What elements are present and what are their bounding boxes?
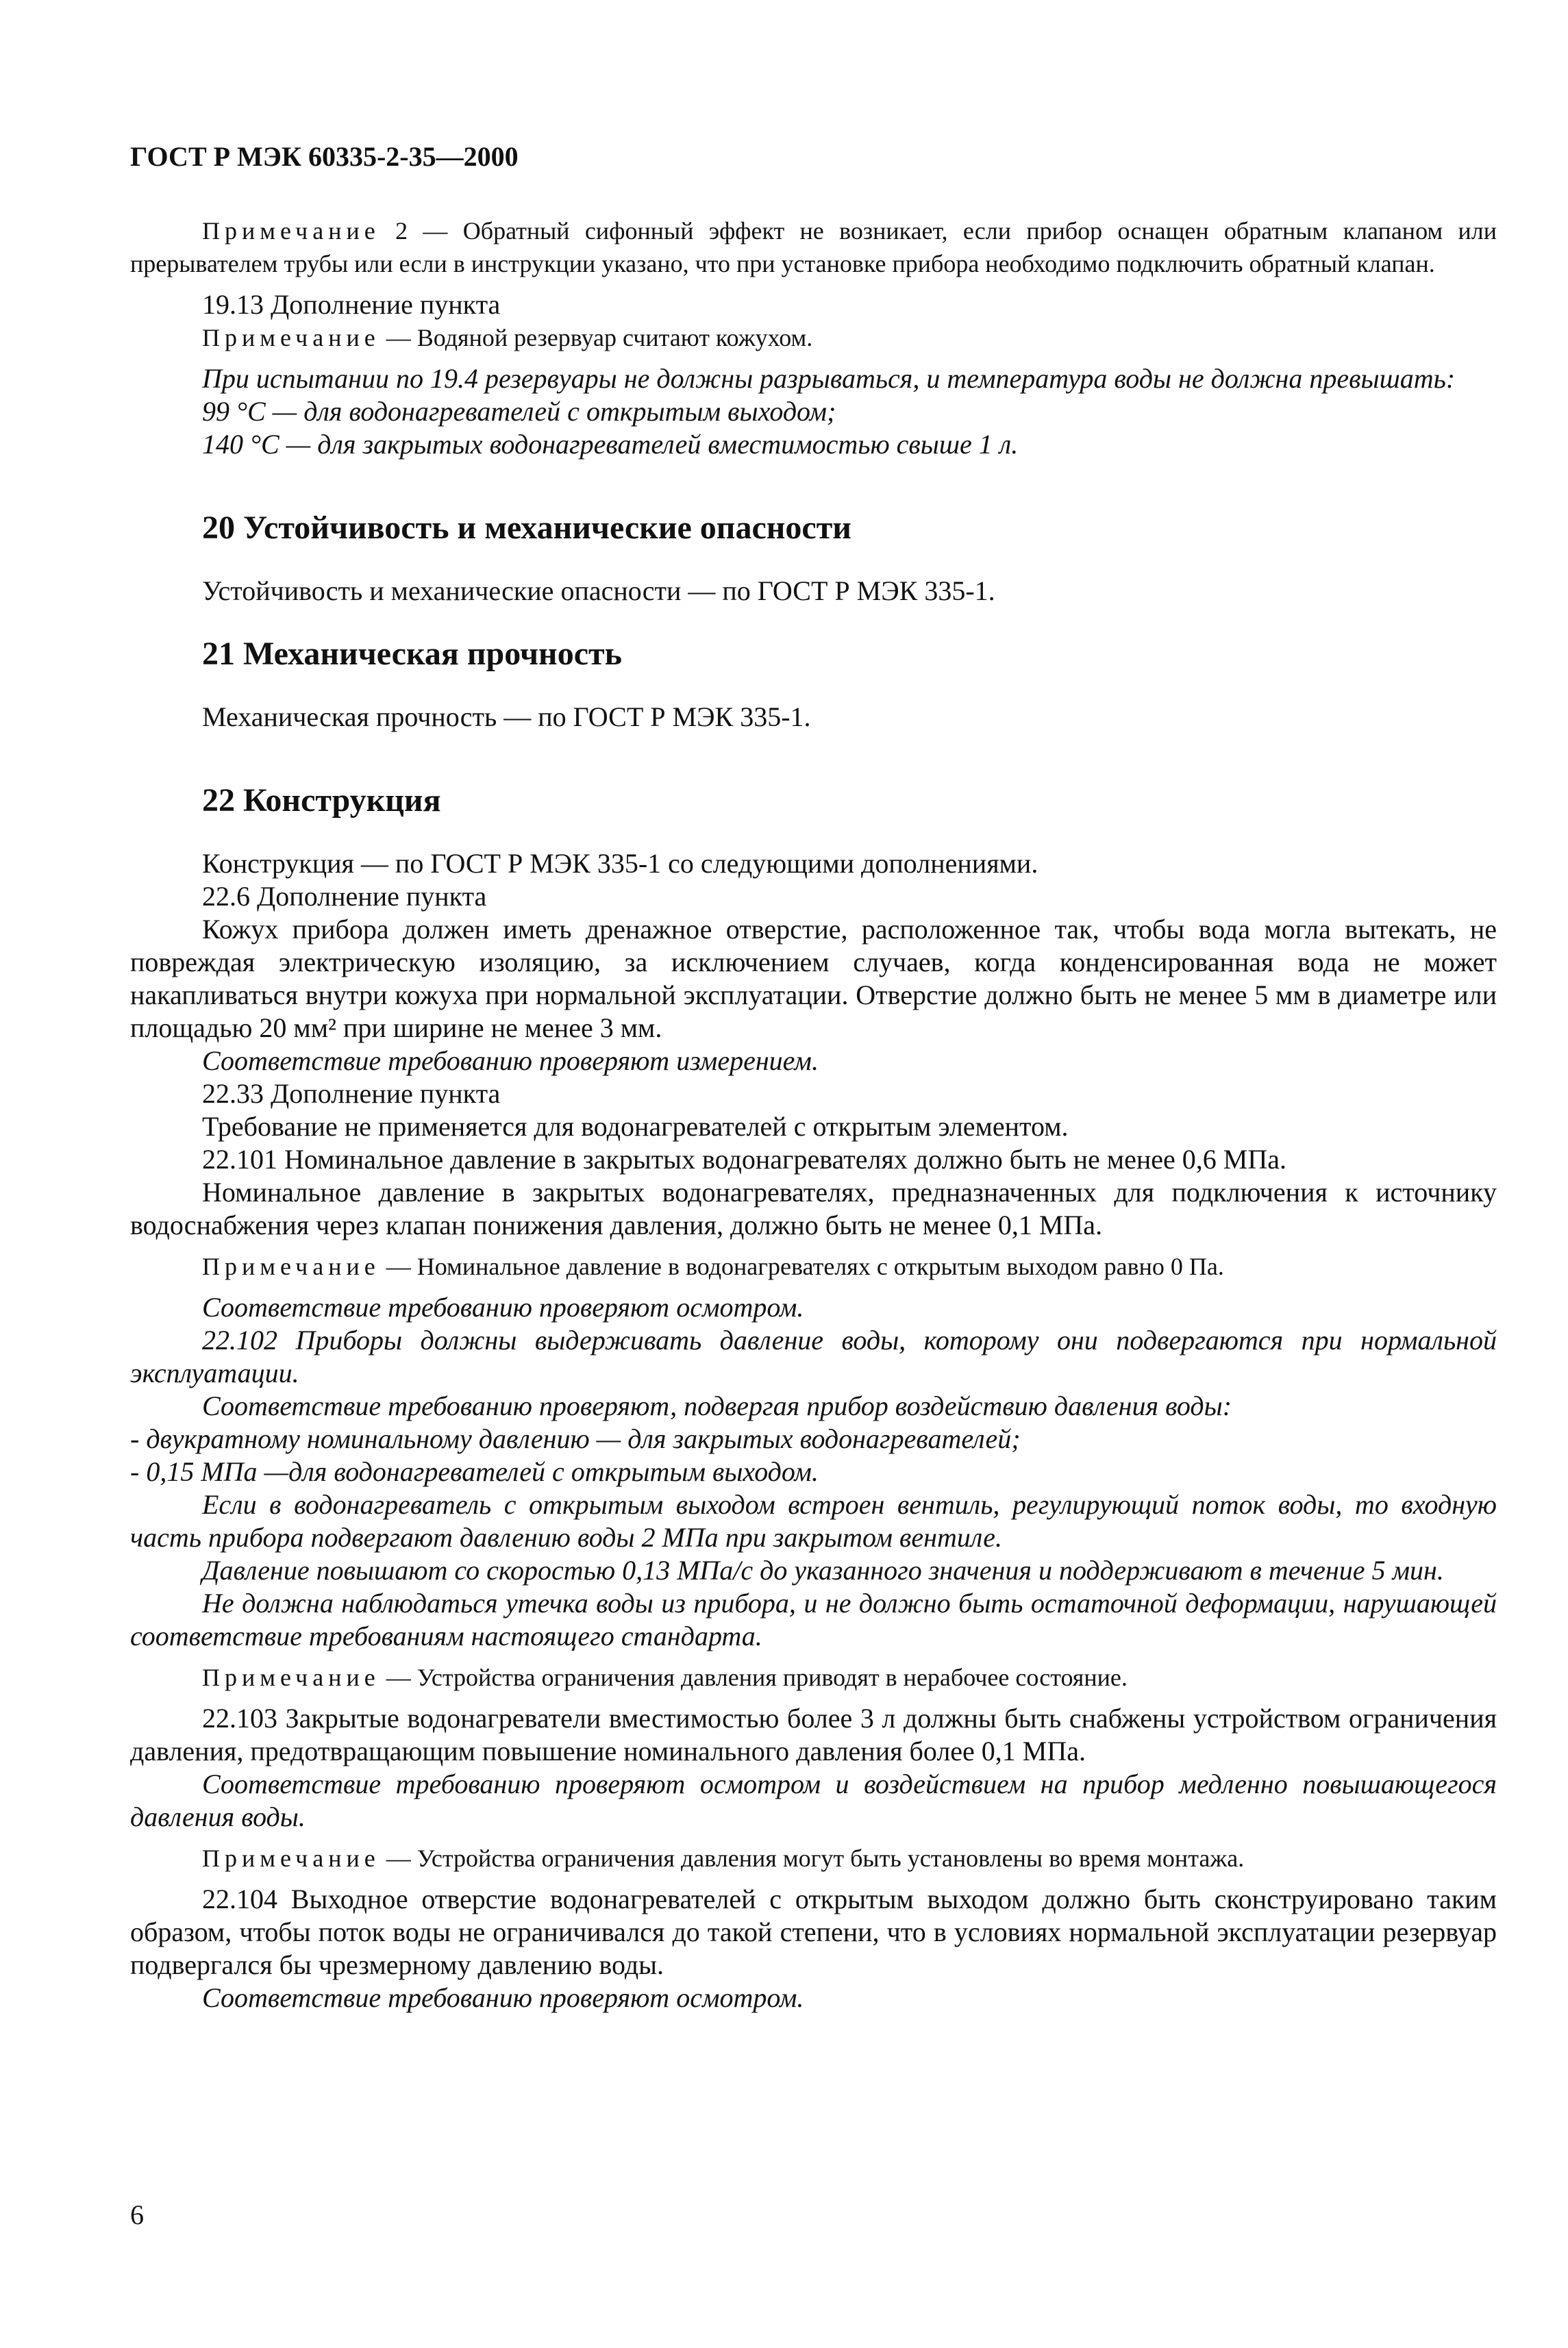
test-item-open: - 0,15 МПа —для водонагревателей с открытым выходом. — [130, 1456, 819, 1487]
note-label: Примечание — [202, 1845, 380, 1872]
note-text: 2 — Обратный сифонный эффект не возникает, если прибор оснащен обратным клапаном или прерывателем трубы или если в инструкции указано, что при установке прибора необходимо подключить обратный клапан. — [130, 217, 1497, 277]
temperature-limit-open: 99 °С — для водонагревателей с открытым выходом; — [202, 396, 836, 427]
test-19-4-requirement: При испытании по 19.4 резервуары не должны разрываться, и температура воды не должна превышать: — [202, 363, 1456, 394]
note-label: Примечание — [202, 1253, 380, 1280]
section-20-heading: 20 Устойчивость и механические опасности — [202, 510, 851, 546]
section-22-intro: Конструкция — по ГОСТ Р МЭК 335-1 со следующими дополнениями. — [202, 848, 1038, 879]
note-pressure-devices-disabled — [130, 1661, 1497, 1694]
clause-22-6: 22.6 Дополнение пункта — [202, 881, 487, 912]
drain-hole-requirement: Кожух прибора должен иметь дренажное отверстие, расположенное так, чтобы вода могла вытекать, не повреждая электрическую изоляцию, за исключением случаев, когда конденсированная вода не может накапливаться внутри кожуха при нормальной эксплуатации. Отверстие должно быть не менее 5 мм в диаметре или площадью 20 мм² при ширине не менее 3 мм. — [130, 914, 1497, 1043]
clause-22-104: 22.104 Выходное отверстие водонагревателей с открытым выходом должно быть сконструировано таким образом, чтобы поток воды не ограничивался до такой степени, что в условиях нормальной эксплуатации резервуар подвергался бы чрезмерному давлению воды. — [130, 1884, 1497, 1980]
section-22-heading: 22 Конструкция — [202, 782, 441, 819]
document-code-header: ГОСТ Р МЭК 60335-2-35—2000 — [130, 141, 519, 172]
section-21-heading: 21 Механическая прочность — [202, 636, 622, 672]
clause-22-103: 22.103 Закрытые водонагреватели вместимостью более 3 л должны быть снабжены устройством ограничения давления, предотвращающим повышение номинального давления более 0,1 МПа. — [130, 1703, 1497, 1766]
clause-22-33: 22.33 Дополнение пункта — [202, 1078, 501, 1109]
clause-22-102: 22.102 Приборы должны выдерживать давление воды, которому они подвергаются при нормальной эксплуатации. — [130, 1325, 1497, 1388]
page-number: 6 — [130, 2199, 144, 2230]
test-item-closed: - двукратному номинальному давлению — для закрытых водонагревателей; — [130, 1423, 1021, 1454]
section-21-text: Механическая прочность — по ГОСТ Р МЭК 335-1. — [202, 701, 811, 732]
compliance-final-inspection: Соответствие требованию проверяют осмотром. — [202, 1982, 804, 2013]
note-text: — Водяной резервуар считают кожухом. — [379, 324, 813, 351]
section-20-text: Устойчивость и механические опасности — по ГОСТ Р МЭК 335-1. — [202, 575, 995, 606]
note-pressure-devices-installation — [130, 1842, 1497, 1875]
valve-inlet-test: Если в водонагреватель с открытым выходом встроен вентиль, регулирующий поток воды, то входную часть прибора подвергают давлению воды 2 МПа при закрытом вентиле. — [130, 1489, 1497, 1553]
note-text: — Номинальное давление в водонагревателях с открытым выходом равно 0 Па. — [379, 1253, 1224, 1280]
temperature-limit-closed: 140 °С — для закрытых водонагревателей вместимостью свыше 1 л. — [202, 429, 1019, 460]
note-label: Примечание — [202, 217, 380, 245]
note-label: Примечание — [202, 1664, 380, 1691]
compliance-slow-pressure: Соответствие требованию проверяют осмотром и воздействием на прибор медленно повышающегося давления воды. — [130, 1769, 1497, 1832]
note-reverse-siphon — [130, 214, 1497, 280]
pressure-increase-rate: Давление повышают со скоростью 0,13 МПа/с до указанного значения и поддерживают в течение 5 мин. — [202, 1555, 1444, 1586]
compliance-inspection: Соответствие требованию проверяют осмотром. — [202, 1292, 804, 1323]
no-leak-requirement: Не должна наблюдаться утечка воды из прибора, и не должно быть остаточной деформации, нарушающей соответствие требованиям настоящего стандарта. — [130, 1588, 1497, 1651]
note-label: Примечание — [202, 324, 380, 351]
open-element-exception: Требование не применяется для водонагревателей с открытым элементом. — [202, 1111, 1069, 1142]
note-text: — Устройства ограничения давления могут быть установлены во время монтажа. — [379, 1845, 1245, 1872]
compliance-measurement: Соответствие требованию проверяют измерением. — [202, 1045, 819, 1076]
note-water-tank — [130, 321, 1497, 354]
reduced-pressure-requirement: Номинальное давление в закрытых водонагревателях, предназначенных для подключения к источнику водоснабжения через клапан понижения давления, должно быть не менее 0,1 МПа. — [130, 1177, 1497, 1240]
document-page — [130, 140, 1497, 2014]
note-open-outlet-pressure — [130, 1250, 1497, 1283]
clause-22-101: 22.101 Номинальное давление в закрытых водонагревателях должно быть не менее 0,6 МПа. — [202, 1144, 1286, 1175]
note-text: — Устройства ограничения давления приводят в нерабочее состояние. — [379, 1664, 1128, 1691]
compliance-pressure-test: Соответствие требованию проверяют, подвергая прибор воздействию давления воды: — [202, 1390, 1232, 1421]
clause-19-13: 19.13 Дополнение пункта — [202, 289, 501, 320]
